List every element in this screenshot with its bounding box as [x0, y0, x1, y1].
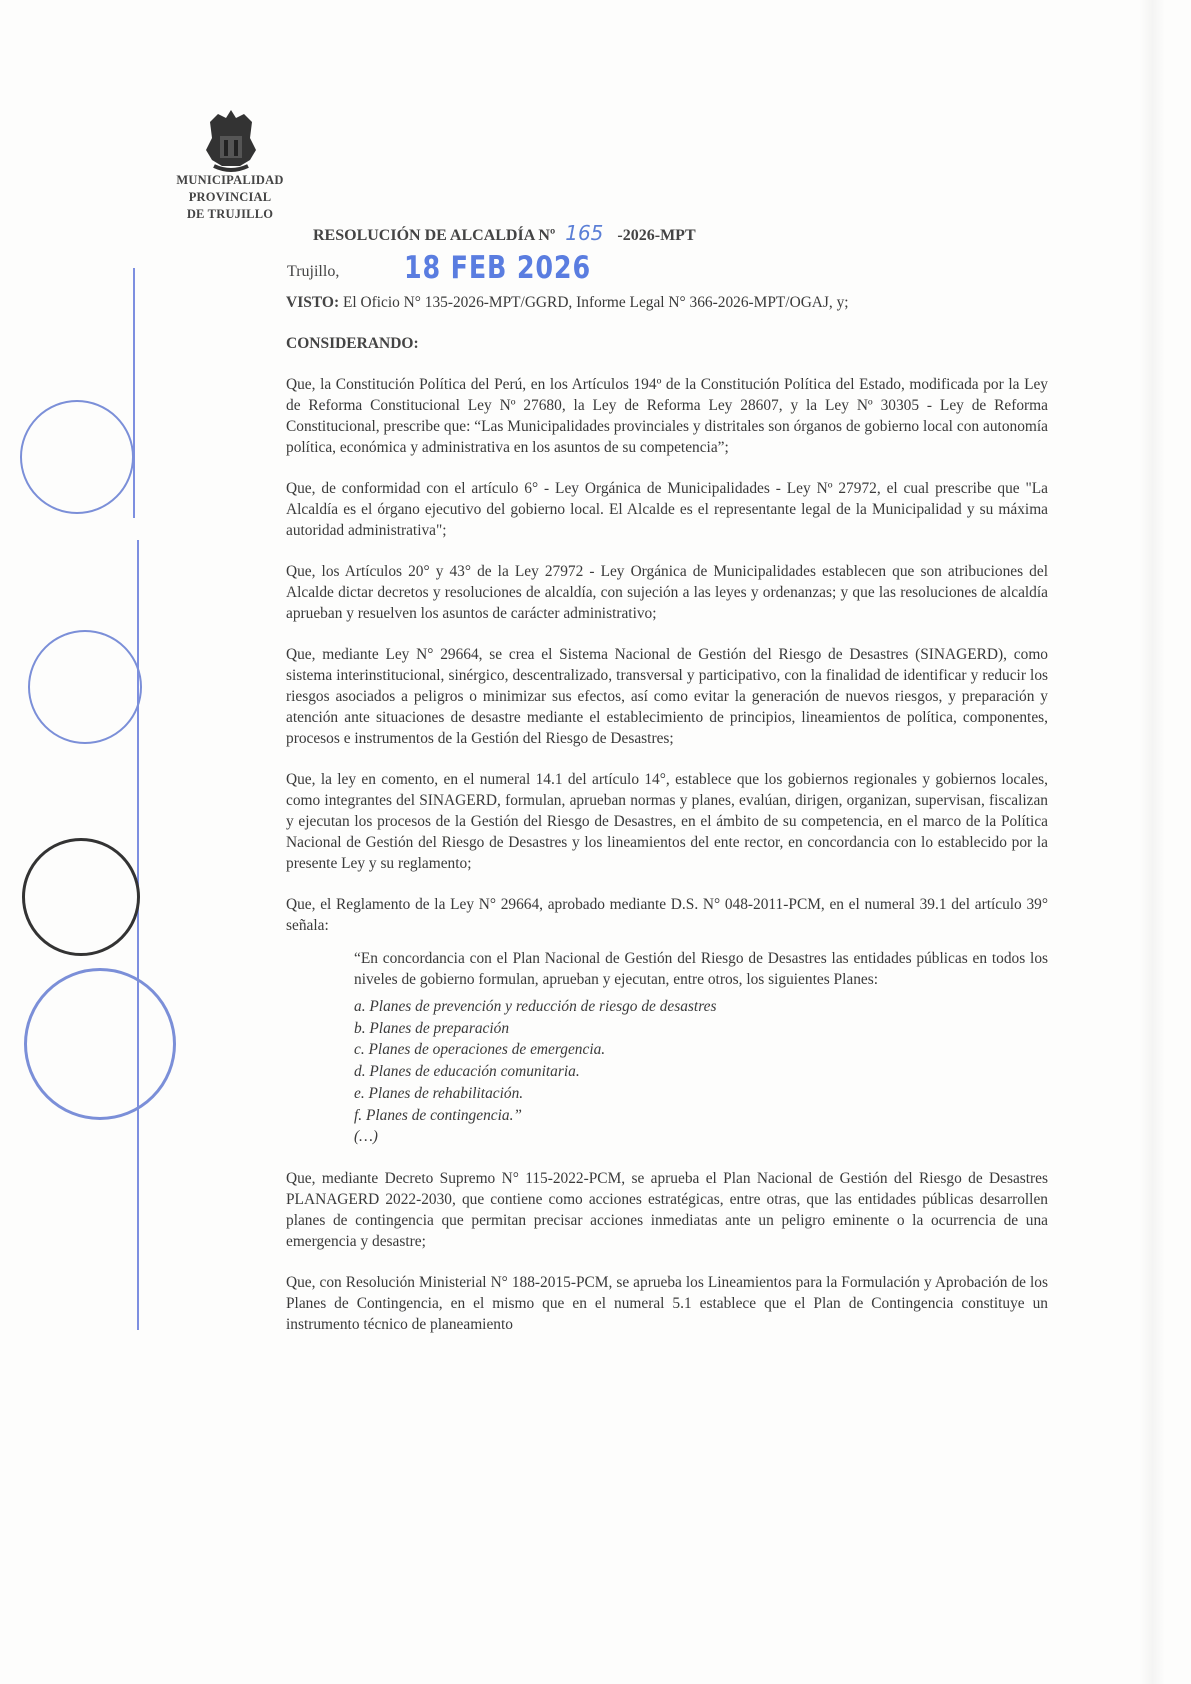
scan-artifact — [1140, 0, 1165, 1684]
list-item: e. Planes de rehabilitación. — [354, 1084, 524, 1102]
institution-line-2: DE TRUJILLO — [186, 207, 274, 221]
institution-line-1: MUNICIPALIDAD PROVINCIAL — [176, 173, 284, 204]
title-prefix: RESOLUCIÓN DE ALCALDÍA Nº — [313, 227, 556, 244]
visto-text: El Oficio N° 135-2026-MPT/GGRD, Informe Legal N° 366-2026-MPT/OGAJ, y; — [339, 294, 849, 311]
quote: “En concordancia con el Plan Nacional de Gestión del Riesgo de Desastres las entidades públicas en todos los niveles de gobierno formulan, aprueban y ejecutan, entre otros, los siguientes Planes: — [354, 950, 1048, 988]
signature-line — [133, 268, 135, 518]
considerando-heading: CONSIDERANDO: — [286, 335, 419, 352]
institution-name — [150, 172, 310, 223]
place-date-line — [286, 248, 1048, 292]
coat-of-arms-logo — [200, 108, 262, 173]
list-item: b. Planes de preparación — [354, 1019, 510, 1037]
visto-label: VISTO: — [286, 294, 340, 311]
paragraph: Que, los Artículos 20° y 43° de la Ley 27972 - Ley Orgánica de Municipalidades establecen que son atribuciones del Alcalde dictar decretos y resoluciones de alcaldía, con sujeción a las leyes y ordenanzas; y que las resoluciones de alcaldía aprueban y resuelven los asuntos de carácter administrativo; — [286, 563, 1048, 622]
document-body — [286, 218, 1048, 1355]
resolution-number: 165 — [565, 221, 604, 245]
list-item: (…) — [354, 1128, 378, 1146]
place: Trujillo, — [287, 263, 340, 280]
secretaria-general-seal-stamp — [28, 630, 142, 744]
paragraph: Que, mediante Ley N° 29664, se crea el Sistema Nacional de Gestión del Riesgo de Desastres (SINAGERD), como sistema interinstitucional, sinérgico, descentralizado, transversal y participativo, con la finalidad de identificar y reducir los riesgos asociados a peligros o minimizar sus efectos, así como evitar la generación de nuevos riesgos, y preparación y atención ante situaciones de desastre mediante el establecimiento de principios, lineamientos de política, componentes, procesos e instrumentos de la Gestión del Riesgo de Desastres; — [286, 646, 1048, 747]
list-item: f. Planes de contingencia.” — [354, 1106, 522, 1124]
visto — [286, 292, 1048, 313]
paragraph: Que, con Resolución Ministerial N° 188-2015-PCM, se aprueba los Lineamientos para la Formulación y Aprobación de los Planes de Contingencia, en el mismo que en el numeral 5.1 establece que el Plan de Contingencia constituye un instrumento técnico de planeamiento — [286, 1273, 1048, 1333]
paragraph: Que, mediante Decreto Supremo N° 115-2022-PCM, se aprueba el Plan Nacional de Gestión del Riesgo de Desastres PLANAGERD 2022-2030, que contiene como acciones estratégicas, entre otras, que las entidades públicas desarrollen planes de contingencia que permitan precisar acciones inmediatas ante un peligro eminente o la ocurrencia de una emergencia y desastre; — [286, 1169, 1048, 1250]
asesoria-juridica-seal-stamp — [22, 838, 140, 956]
paragraph: Que, el Reglamento de la Ley N° 29664, aprobado mediante D.S. N° 048-2011-PCM, en el numeral 39.1 del artículo 39° señala: — [286, 896, 1048, 934]
paragraph: Que, la ley en comento, en el numeral 14.1 del artículo 14°, establece que los gobiernos regionales y gobiernos locales, como integrantes del SINAGERD, formulan, aprueban normas y planes, evalúan, dirigen, organizan, supervisan, fiscalizan y ejecutan los procesos de la Gestión del Riesgo de Desastres, en el ámbito de su competencia, en el marco de la Política Nacional de Gestión del Riesgo de Desastres y los lineamientos del ente rector, en concordancia con lo establecido por la presente Ley y su reglamento; — [286, 771, 1048, 872]
list-item: c. Planes de operaciones de emergencia. — [354, 1041, 606, 1059]
list-item: a. Planes de prevención y reducción de riesgo de desastres — [354, 998, 717, 1015]
gerencia-municipal-seal-stamp — [24, 968, 176, 1120]
paragraph: Que, la Constitución Política del Perú, en los Artículos 194º de la Constitución Política del Estado, modificada por la Ley de Reforma Constitucional Ley Nº 27680, la Ley de Reforma Ley 28607, y la Ley Nº 30305 - Ley de Reforma Constitucional, prescribe que: “Las Municipalidades provinciales y distritales son órganos de gobierno local con autonomía política, económica y administrativa en los asuntos de su competencia”; — [286, 376, 1048, 456]
title-suffix: -2026-MPT — [617, 227, 696, 244]
alcaldia-seal-stamp — [20, 400, 134, 514]
paragraph: Que, de conformidad con el artículo 6° - Ley Orgánica de Municipalidades - Ley Nº 27972, el cual prescribe que "La Alcaldía es el órgano ejecutivo del gobierno local. El Alcalde es el representante legal de la Municipalidad y su máxima autoridad administrativa"; — [286, 480, 1048, 539]
quote-list — [354, 996, 1048, 1148]
list-item: d. Planes de educación comunitaria. — [354, 1063, 580, 1081]
resolution-title — [313, 218, 1048, 248]
date-stamp: 18 FEB 2026 — [404, 250, 591, 286]
signature-line — [137, 540, 139, 1330]
